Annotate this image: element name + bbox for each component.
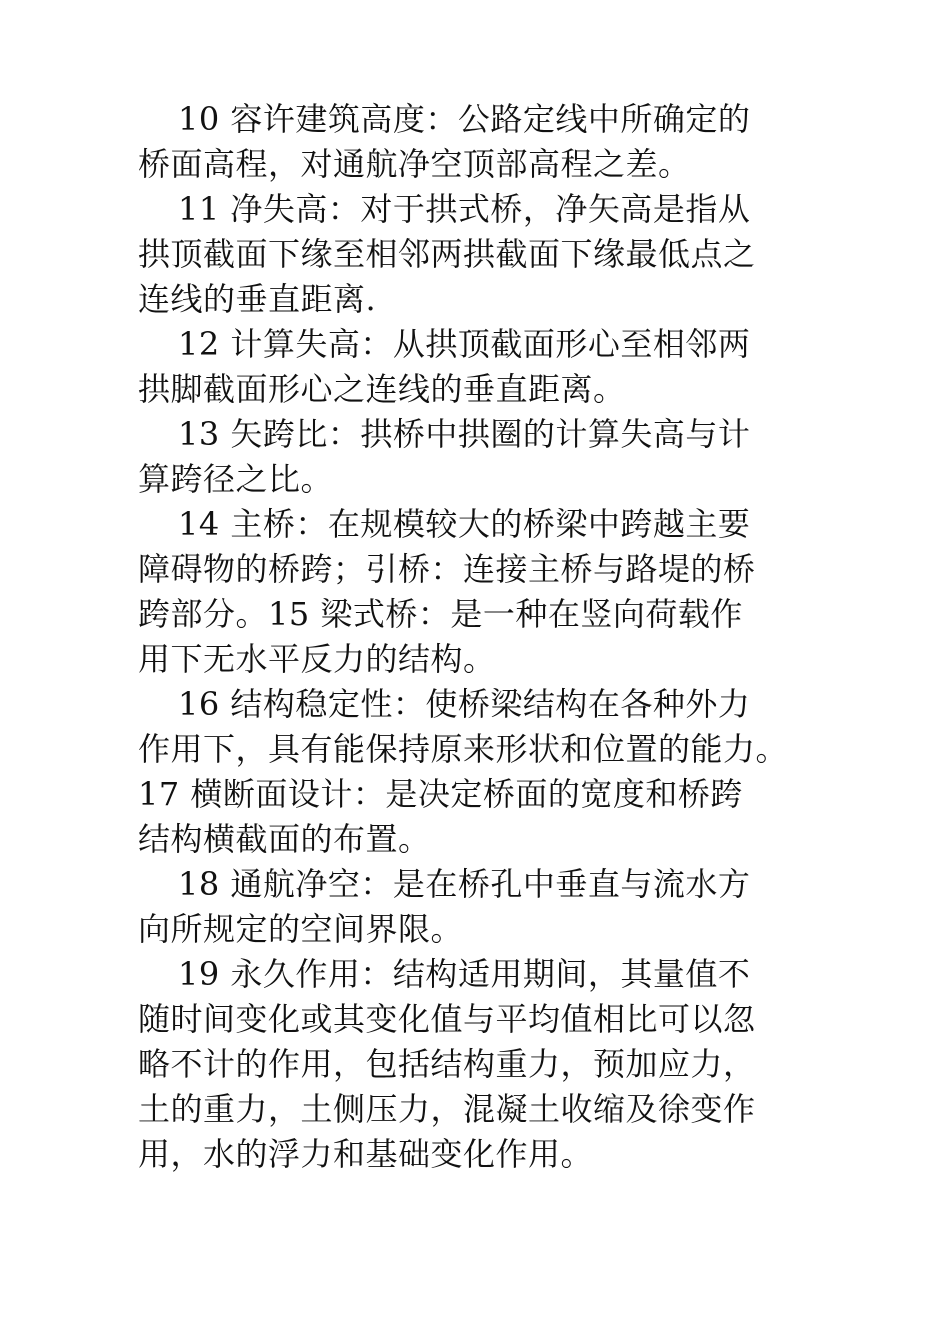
text-line: 11 净失高：对于拱式桥，净矢高是指从 [178,190,751,228]
text-line: 桥面高程，对通航净空顶部高程之差。 [138,145,691,183]
document-body [138,97,838,1177]
text-line: 13 矢跨比：拱桥中拱圈的计算失高与计 [178,415,751,453]
text-line: 作用下，具有能保持原来形状和位置的能力。 [138,730,789,768]
text-line: 连线的垂直距离. [138,280,377,318]
text-line: 跨部分。15 梁式桥：是一种在竖向荷载作 [138,595,743,633]
text-line: 土的重力，土侧压力，混凝土收缩及徐变作 [138,1090,756,1128]
text-line: 拱脚截面形心之连线的垂直距离。 [138,370,626,408]
text-line: 算跨径之比。 [138,460,334,498]
text-line: 18 通航净空：是在桥孔中垂直与流水方 [178,865,751,903]
text-line: 随时间变化或其变化值与平均值相比可以忽 [138,1000,756,1038]
text-line: 19 永久作用：结构适用期间，其量值不 [178,955,751,993]
text-line: 用下无水平反力的结构。 [138,640,496,678]
text-line: 14 主桥：在规模较大的桥梁中跨越主要 [178,505,751,543]
text-line: 12 计算失高：从拱顶截面形心至相邻两 [178,325,751,363]
text-line: 向所规定的空间界限。 [138,910,464,948]
text-line: 略不计的作用，包括结构重力，预加应力， [138,1045,756,1083]
text-line: 结构横截面的布置。 [138,820,431,858]
text-line: 17 横断面设计：是决定桥面的宽度和桥跨 [138,775,743,813]
text-line: 16 结构稳定性：使桥梁结构在各种外力 [178,685,751,723]
text-line: 10 容许建筑高度：公路定线中所确定的 [178,100,751,138]
text-line: 障碍物的桥跨；引桥：连接主桥与路堤的桥 [138,550,756,588]
text-line: 拱顶截面下缘至相邻两拱截面下缘最低点之 [138,235,756,273]
text-line: 用，水的浮力和基础变化作用。 [138,1135,594,1173]
